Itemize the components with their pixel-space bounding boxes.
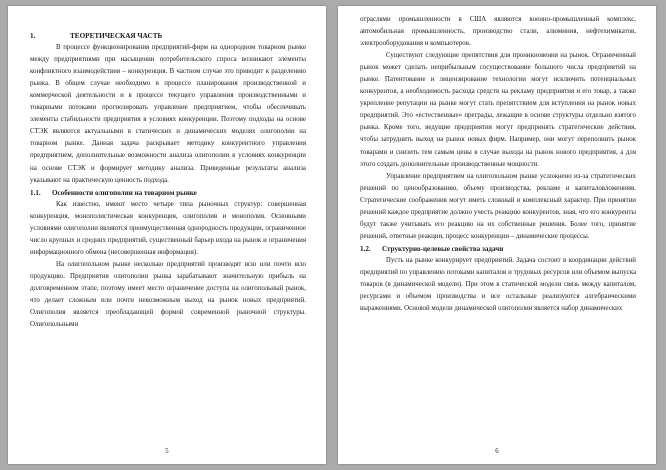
paragraph: Как известно, имеют место четыре типа рыночных структур: совершенная конкуренция, монополистическая конкуренция, олигополия и монополия. Основными условиями олигополии являются преимущественная однородность продукции, ограниченное число крупных и средних предприятий, существенный барьер входа на рынок и ограничения информационного обмена (несовершенная информация). xyxy=(30,200,306,256)
paragraph: В процессе функционирования предприятий-фирм на однородном товарном рынке между предприятиями при насыщении потребительского спроса возникают элементы конфликтного взаимодействия – конкуренция. В частном случае это приводит к разделению рынка. В общем случае необходимо в процессе планирования производственной и коммерческой деятельности и в процессе текущего управления производственными и товарными потоками прогнозировать управление предприятием, чтобы обеспечивать элементы стабильности предприятия в условиях конкуренции. Поэтому подходы на основе СТЭК являются актуальными в статических и динамических моделях олигополии на товарном рынке. Данная задача раскрывает методику конкурентного управления предприятием, дополнительные возможности анализа олигополии в условиях конкуренции на основе СТЭК и формирует методику анализа. Приведенные результаты анализа указывают на практическую ценность подхода. xyxy=(30,44,306,184)
subsection-title: Структурно-целевые свойства задачи xyxy=(382,244,504,253)
page-number: 5 xyxy=(165,448,169,455)
section-heading xyxy=(30,30,306,42)
document-page-left xyxy=(8,6,326,464)
paragraph: отраслями промышленности в США являются военно-промышленный комплекс, автомобильная промышленность, производство стали, алюминия, нефтехимикатов, электрооборудования и компьютеров. xyxy=(360,16,636,48)
section-number: 1. xyxy=(30,32,36,40)
page-number: 6 xyxy=(495,448,499,455)
subsection-title: Особенности олигополии на товарном рынке xyxy=(52,188,197,197)
paragraph: Пусть на рынке конкурирует предприятий. Задача состоит в координации действий предприятий по управлению потоками капиталов и трудовых ресурсов или объемом выпуска товаров (в динамической модели). При этом в статической модели связь между капиталом, ресурсами и объемом производства и все остальные реализуются алгебраическими выражениями. Основой модели динамической олигополии является набор динамических xyxy=(360,256,636,313)
paragraph: На олигопольном рынке несколько предприятий производят всю или почти всю продукцию. Предприятия олигополии рынка зарабатывают значительную прибыль на долговременном этапе, поэтому имеет место ограничение доступа на олигопольный рынок, что делает сложным или почти невозможным выход на рынок новых предприятий. Олигополия является преобладающей формой современной рыночной структуры. Олигопольными xyxy=(30,260,306,329)
subsection-heading xyxy=(360,243,636,255)
subsection-heading xyxy=(30,187,306,199)
paragraph: Существуют следующие препятствия для проникновения на рынок. Ограниченный рынок может сделать неприбыльным сосуществование большого числа предприятий на рынке. Патентование и лицензирование технологии могут исключить потенциальных конкурентов, а необходимость расхода средств на рекламу предприятия и его товар, а также укрепление репутации на рынке могут стать препятствием для вступления на рынок новых предприятий. Это «естественные» преграды, лежащие в основе структуры отдельно взятого рынка. Кроме того, ведущие предприятия могут предпринять стратегические действия, чтобы затруднить выход на рынок новых фирм. Например, они могут переполнить рынок товарами и снизить тем самым цены в случае выхода на рынок нового предприятия, а для этого создать дополнительные производственные мощности. xyxy=(360,52,636,168)
page-content xyxy=(30,30,306,446)
subsection-number: 1.2. xyxy=(360,244,371,253)
paragraph: Управление предприятием на олигопольном рынке усложнено из-за стратегических решений по ценообразованию, объему производства, рекламе и капиталовложениям. Стратегические соображения могут иметь сложный и комплексный характер. При принятии решений каждое предприятие должно учесть реакцию конкурентов, зная, что его конкуренты будут также учитывать его реакцию на их собственные решения. Более того, принятие решений, ответные реакции, процесс конкуренции – динамические процессы. xyxy=(360,172,636,240)
document-page-right xyxy=(338,6,656,464)
page-content xyxy=(360,14,636,446)
section-title: ТЕОРЕТИЧЕСКАЯ ЧАСТЬ xyxy=(70,32,163,40)
subsection-number: 1.1. xyxy=(30,188,41,197)
